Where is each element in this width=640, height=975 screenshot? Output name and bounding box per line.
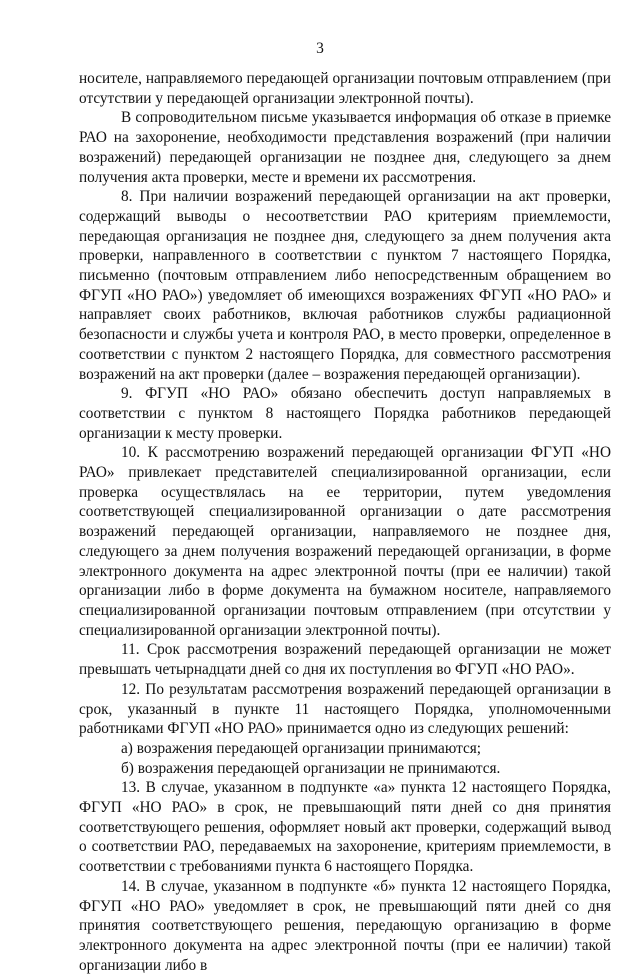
page-number: 3 <box>316 40 324 57</box>
document-body <box>79 69 611 975</box>
paragraph-item-13: 13. В случае, указанном в подпункте «а» пункта 12 настоящего Порядка, ФГУП «НО РАО» в срок, не превышающий пяти дней со дня принятия соответствующего решения, оформляет новый акт проверки, содержащий вывод о соответствии РАО, передаваемых на захоронение, критериям приемлемости, в соответствии с требованиями пункта 6 настоящего Порядка. <box>79 779 611 876</box>
paragraph-continuation: носителе, направляемого передающей организации почтовым отправлением (при отсутствии у передающей организации электронной почты). <box>79 70 611 107</box>
paragraph-item-9: 9. ФГУП «НО РАО» обязано обеспечить доступ направляемых в соответствии с пунктом 8 настоящего Порядка работников передающей организации к месту проверки. <box>79 385 611 442</box>
paragraph-cover-letter: В сопроводительном письме указывается информация об отказе в приемке РАО на захоронение, необходимости представления возражений (при наличии возражений) передающей организации не позднее дня, следующего за днем получения акта проверки, месте и времени их рассмотрения. <box>79 109 611 186</box>
paragraph-item-11: 11. Срок рассмотрения возражений передающей организации не может превышать четырнадцати дней со дня их поступления во ФГУП «НО РАО». <box>79 641 611 679</box>
paragraph-item-8: 8. При наличии возражений передающей организации на акт проверки, содержащий выводы о несоответствии РАО критериям приемлемости, передающая организация не позднее дня, следующего за днем получения акта проверки, направленного в соответствии с пунктом 7 настоящего Порядка, письменно (почтовым отправлением либо непосредственным обращением во ФГУП «НО РАО») уведомляет об имеющихся возражениях ФГУП «НО РАО» и направляет своих работников, включая работников службы радиационной безопасности и службы учета и контроля РАО, в место проверки, определенное в соответствии с пунктом 2 настоящего Порядка, для совместного рассмотрения возражений на акт проверки (далее – возражения передающей организации). <box>79 188 611 383</box>
paragraph-item-10: 10. К рассмотрению возражений передающей организации ФГУП «НО РАО» привлекает представителей специализированной организации, если проверка осуществлялась на ее территории, путем уведомления соответствующей специализированной организации о дате рассмотрения возражений передающей организации, направляемого не позднее дня, следующего за днем получения возражений передающей организации, в форме электронного документа на адрес электронной почты (при ее наличии) такой организации либо в форме документа на бумажном носителе, направляемого специализированной организации почтовым отправлением (при отсутствии у специализированной организации электронной почты). <box>79 444 611 639</box>
paragraph-item-12: 12. По результатам рассмотрения возражений передающей организации в срок, указанный в пункте 11 настоящего Порядка, уполномоченными работниками ФГУП «НО РАО» принимается одно из следующих решений: <box>79 680 611 738</box>
paragraph-subitem-a: а) возражения передающей организации принимаются; <box>121 739 482 757</box>
paragraph-subitem-b: б) возражения передающей организации не принимаются. <box>121 759 501 777</box>
paragraph-item-14: 14. В случае, указанном в подпункте «б» пункта 12 настоящего Порядка, ФГУП «НО РАО» уведомляет в срок, не превышающий пяти дней со дня принятия соответствующего решения, передающую организацию в форме электронного документа на адрес электронной почты (при ее наличии) такой организации либо в <box>79 877 611 974</box>
